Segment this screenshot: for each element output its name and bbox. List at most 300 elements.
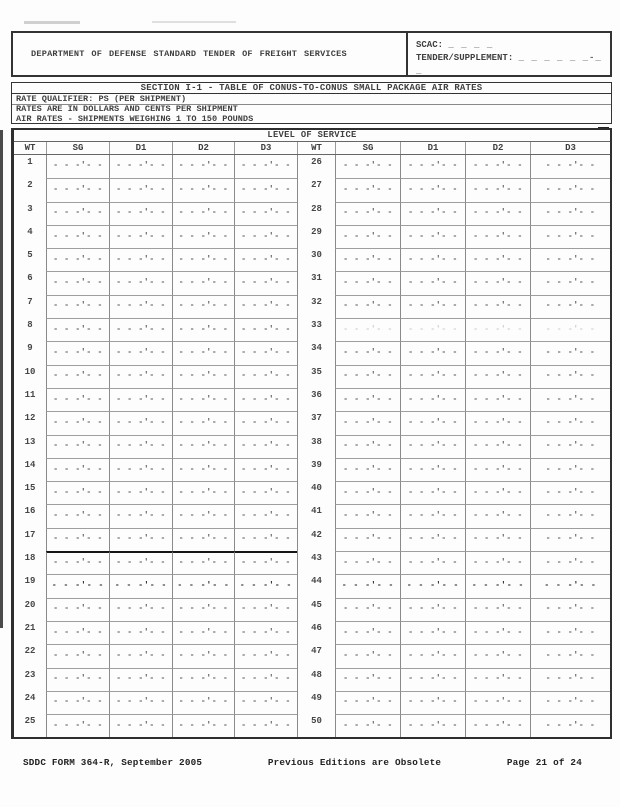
rate-blank-dashes: - - -'- - [241,626,291,637]
rate-cell [172,388,234,411]
rate-cell [46,248,109,271]
rate-cell [400,528,465,551]
rate-blank-dashes: - - -'- - [408,207,458,218]
form-title: DEPARTMENT OF DEFENSE STANDARD TENDER OF FREIGHT SERVICES [31,49,347,59]
tender-supplement-blank-field: _ _ _ _ _ _-_ _ [416,53,602,76]
rate-cell [400,365,465,388]
rate-blank-dashes: - - -'- - [53,486,103,497]
rate-blank-dashes: - - -'- - [241,463,291,474]
rate-blank-dashes: - - -'- - [178,486,229,497]
rate-cell [400,341,465,364]
rates-units-line: RATES ARE IN DOLLARS AND CENTS PER SHIPMENT [16,104,238,114]
rate-cell [46,598,109,621]
rate-blank-dashes: - - -'- - [545,160,596,171]
rate-blank-dashes: - - -'- - [343,393,393,404]
rate-blank-dashes: - - -'- - [408,533,458,544]
rate-blank-dashes: - - -'- - [545,463,596,474]
rate-cell [530,528,610,551]
rate-blank-dashes: - - -'- - [545,719,596,730]
wt-cell: 2 [27,180,33,191]
scac-label: SCAC: [416,40,444,50]
rate-cell [335,341,400,364]
rate-cell [46,551,109,574]
rate-blank-dashes: - - -'- - [408,603,458,614]
rate-cell [465,691,530,714]
rate-blank-dashes: - - -'- - [53,183,103,194]
rate-cell [400,691,465,714]
rate-cell [465,551,530,574]
column-header-sg: SG [335,142,400,154]
rate-blank-dashes: - - -'- - [116,510,166,521]
rate-blank-dashes: - - -'- - [241,603,291,614]
rate-cell [530,668,610,691]
rate-blank-dashes: - - -'- - [178,230,229,241]
column-header-wt: WT [297,142,335,154]
rate-blank-dashes: - - -'- - [343,696,393,707]
rate-blank-dashes: - - -'- - [116,253,166,264]
rate-cell [335,295,400,318]
rate-cell [234,714,297,737]
rate-cell [234,551,297,574]
rate-cell [172,598,234,621]
rate-blank-dashes: - - -'- - [473,253,523,264]
rate-blank-dashes: - - -'- - [53,416,103,427]
rate-blank-dashes: - - -'- - [408,300,458,311]
rate-cell [234,435,297,458]
rate-blank-dashes: - - -'- - [114,579,168,590]
tender-supplement-label: TENDER/SUPPLEMENT: [416,53,514,63]
rate-blank-dashes: - - -'- - [408,719,458,730]
rate-cell [335,271,400,294]
column-header-d1: D1 [109,142,172,154]
rate-cell [46,271,109,294]
rate-cell [465,528,530,551]
rate-cell [46,691,109,714]
rate-cell [530,504,610,527]
rate-blank-dashes: - - -'- - [545,626,596,637]
rate-blank-dashes: - - -'- - [343,510,393,521]
wt-cell: 41 [297,504,335,527]
rate-blank-dashes: - - -'- - [116,649,166,660]
rate-cell [46,202,109,225]
rate-cell [46,621,109,644]
rate-cell [46,388,109,411]
rate-cell [109,318,172,341]
wt-cell: 18 [24,553,36,564]
rate-blank-dashes: - - -'- - [241,486,291,497]
rate-cell [530,248,610,271]
rate-blank-dashes: - - -'- - [545,696,596,707]
rate-cell [530,388,610,411]
rate-cell [465,295,530,318]
rate-blank-dashes: - - -'- - [241,323,291,334]
rate-blank-dashes: - - -'- - [178,207,229,218]
rate-blank-dashes: - - -'- - [116,323,166,334]
wt-cell: 28 [297,202,335,225]
rate-cell [465,341,530,364]
rate-blank-dashes: - - -'- - [239,579,293,590]
rate-cell [234,621,297,644]
rate-blank-dashes: - - -'- - [53,207,103,218]
rate-blank-dashes: - - -'- - [343,323,393,334]
rate-blank-dashes: - - -'- - [116,719,166,730]
rate-blank-dashes: - - -'- - [53,300,103,311]
rate-qualifier-line: RATE QUALIFIER: PS (PER SHIPMENT) [12,94,611,105]
rate-cell [530,481,610,504]
wt-cell: 30 [297,248,335,271]
rate-blank-dashes: - - -'- - [545,556,596,567]
wt-cell: 29 [297,225,335,248]
rate-cell [172,248,234,271]
rate-blank-dashes: - - -'- - [406,579,460,590]
form-footer [11,757,612,768]
wt-cell: 6 [27,273,33,284]
rate-blank-dashes: - - -'- - [241,533,291,544]
rate-cell [335,551,400,574]
rate-blank-dashes: - - -'- - [408,649,458,660]
rate-blank-dashes: - - -'- - [473,277,523,288]
wt-cell: 12 [24,413,36,424]
rate-cell [400,295,465,318]
rate-cell [335,714,400,737]
rate-cell [465,574,530,597]
wt-cell: 3 [27,203,33,214]
rate-cell [335,668,400,691]
rate-cell [530,225,610,248]
rate-cell [530,295,610,318]
rate-cell [400,644,465,667]
rate-blank-dashes: - - -'- - [178,160,229,171]
rate-cell [530,574,610,597]
wt-cell: 38 [297,435,335,458]
rate-cell [530,644,610,667]
footer-page-number: Page 21 of 24 [506,757,582,768]
scac-box [406,33,610,75]
rate-blank-dashes: - - -'- - [241,649,291,660]
rate-cell [530,691,610,714]
wt-cell: 24 [24,692,36,703]
rate-cell [172,621,234,644]
rate-cell [465,365,530,388]
rate-blank-dashes: - - -'- - [408,277,458,288]
rate-blank-dashes: - - -'- - [116,230,166,241]
rate-cell [530,621,610,644]
rate-blank-dashes: - - -'- - [116,416,166,427]
rate-cell [400,155,465,178]
rate-cell [234,341,297,364]
rate-cell [400,598,465,621]
rate-cell [400,318,465,341]
rate-cell [465,481,530,504]
rate-cell [109,411,172,434]
column-header-row [14,142,610,155]
wt-cell: 13 [24,436,36,447]
rate-cell [234,248,297,271]
rate-cell [109,388,172,411]
rate-blank-dashes: - - -'- - [473,510,523,521]
rate-cell [172,225,234,248]
rate-cell [530,271,610,294]
rate-cell [465,248,530,271]
footer-form-id: SDDC FORM 364-R, September 2005 [23,757,203,768]
rate-cell [109,504,172,527]
wt-cell: 50 [297,714,335,737]
rate-blank-dashes: - - -'- - [178,603,229,614]
rate-cell [172,202,234,225]
rate-cell [234,318,297,341]
rate-cell [465,458,530,481]
rate-cell [172,644,234,667]
rate-blank-dashes: - - -'- - [408,440,458,451]
rate-cell [109,458,172,481]
rate-cell [109,621,172,644]
rate-cell [530,155,610,178]
rate-cell [335,202,400,225]
wt-cell: 32 [297,295,335,318]
wt-cell: 44 [297,574,335,597]
rate-cell [234,155,297,178]
rate-cell [530,458,610,481]
rate-blank-dashes: - - -'- - [116,463,166,474]
air-rates-line: AIR RATES - SHIPMENTS WEIGHING 1 TO 150 POUNDS [16,113,254,124]
rate-blank-dashes: - - -'- - [53,603,103,614]
rate-cell [234,225,297,248]
rate-blank-dashes: - - -'- - [178,533,229,544]
rate-cell [172,574,234,597]
level-of-service-banner: LEVEL OF SERVICE [14,130,610,142]
rate-cell [465,318,530,341]
rate-blank-dashes: - - -'- - [241,416,291,427]
rate-blank-dashes: - - -'- - [53,370,103,381]
rate-table [11,128,612,739]
rate-blank-dashes: - - -'- - [473,603,523,614]
rate-blank-dashes: - - -'- - [545,207,596,218]
rate-cell [335,691,400,714]
rate-cell [234,271,297,294]
rate-cell [530,178,610,201]
rate-cell [109,551,172,574]
rate-blank-dashes: - - -'- - [545,486,596,497]
rate-cell [172,668,234,691]
rate-cell [234,295,297,318]
section-title: SECTION I-1 - TABLE OF CONUS-TO-CONUS SMALL PACKAGE AIR RATES [11,82,612,94]
rate-cell [465,504,530,527]
rate-blank-dashes: - - -'- - [178,347,229,358]
rate-blank-dashes: - - -'- - [473,626,523,637]
rate-blank-dashes: - - -'- - [545,393,596,404]
rate-cell [172,365,234,388]
rate-cell [335,644,400,667]
rate-cell [465,435,530,458]
rate-blank-dashes: - - -'- - [343,603,393,614]
wt-cell: 37 [297,411,335,434]
rate-blank-dashes: - - -'- - [343,463,393,474]
rate-blank-dashes: - - -'- - [408,253,458,264]
rate-cell [46,318,109,341]
rate-blank-dashes: - - -'- - [241,510,291,521]
rate-blank-dashes: - - -'- - [116,393,166,404]
rate-cell [109,644,172,667]
rate-blank-dashes: - - -'- - [545,370,596,381]
rate-cell [400,621,465,644]
column-header-wt: WT [24,143,36,153]
rate-cell [46,574,109,597]
rate-cell [172,504,234,527]
rate-cell [465,388,530,411]
rate-blank-dashes: - - -'- - [241,277,291,288]
wt-cell: 39 [297,458,335,481]
rate-cell [46,528,109,551]
rate-cell [335,504,400,527]
rate-cell [400,714,465,737]
rate-blank-dashes: - - -'- - [116,183,166,194]
rate-blank-dashes: - - -'- - [241,370,291,381]
wt-cell: 16 [24,506,36,517]
rate-blank-dashes: - - -'- - [343,486,393,497]
rate-blank-dashes: - - -'- - [53,673,103,684]
rate-blank-dashes: - - -'- - [545,277,596,288]
rate-blank-dashes: - - -'- - [343,160,393,171]
rate-blank-dashes: - - -'- - [343,230,393,241]
rate-cell [109,691,172,714]
rate-blank-dashes: - - -'- - [343,183,393,194]
column-header-d2: D2 [172,142,234,154]
rate-blank-dashes: - - -'- - [343,207,393,218]
rate-cell [400,411,465,434]
wt-cell: 26 [297,155,335,178]
rate-blank-dashes: - - -'- - [408,323,458,334]
wt-cell: 43 [297,551,335,574]
rate-blank-dashes: - - -'- - [545,603,596,614]
rate-blank-dashes: - - -'- - [408,393,458,404]
rate-cell [172,714,234,737]
rate-blank-dashes: - - -'- - [241,207,291,218]
rate-cell [335,178,400,201]
rate-blank-dashes: - - -'- - [178,440,229,451]
rate-blank-dashes: - - -'- - [473,696,523,707]
rate-blank-dashes: - - -'- - [53,160,103,171]
wt-cell: 31 [297,271,335,294]
rate-cell [530,435,610,458]
rate-blank-dashes: - - -'- - [116,603,166,614]
rate-blank-dashes: - - -'- - [473,440,523,451]
rate-cell [234,691,297,714]
rate-cell [109,341,172,364]
wt-cell: 42 [297,528,335,551]
rate-cell [46,458,109,481]
rate-blank-dashes: - - -'- - [408,673,458,684]
wt-cell: 22 [24,646,36,657]
rate-blank-dashes: - - -'- - [53,649,103,660]
rate-cell [400,271,465,294]
rate-cell [530,202,610,225]
rate-cell [530,411,610,434]
rate-cell [465,155,530,178]
rate-blank-dashes: - - -'- - [473,416,523,427]
rate-blank-dashes: - - -'- - [545,347,596,358]
rate-blank-dashes: - - -'- - [53,696,103,707]
rate-blank-dashes: - - -'- - [343,370,393,381]
rate-blank-dashes: - - -'- - [408,416,458,427]
rate-cell [465,598,530,621]
column-header-d3: D3 [530,142,610,154]
rate-blank-dashes: - - -'- - [545,253,596,264]
rate-cell [335,435,400,458]
wt-cell: 47 [297,644,335,667]
wt-cell: 8 [27,320,33,331]
header-box [11,31,612,77]
rate-cell [172,435,234,458]
rate-blank-dashes: - - -'- - [473,649,523,660]
rate-cell [400,202,465,225]
rate-cell [172,178,234,201]
rate-cell [400,668,465,691]
wt-cell: 27 [297,178,335,201]
rate-cell [465,644,530,667]
rate-blank-dashes: - - -'- - [241,673,291,684]
rate-cell [109,435,172,458]
wt-cell: 7 [27,296,33,307]
rate-cell [172,528,234,551]
rate-blank-dashes: - - -'- - [116,160,166,171]
rate-blank-dashes: - - -'- - [343,253,393,264]
rate-cell [530,551,610,574]
rate-blank-dashes: - - -'- - [408,183,458,194]
rate-cell [46,481,109,504]
wt-cell: 48 [297,668,335,691]
rate-blank-dashes: - - -'- - [53,323,103,334]
wt-cell: 35 [297,365,335,388]
rate-cell [400,388,465,411]
rate-cell [46,341,109,364]
rate-blank-dashes: - - -'- - [408,463,458,474]
rate-blank-dashes: - - -'- - [545,183,596,194]
rate-blank-dashes: - - -'- - [178,649,229,660]
wt-cell: 33 [297,318,335,341]
rate-blank-dashes: - - -'- - [408,510,458,521]
rate-blank-dashes: - - -'- - [53,719,103,730]
wt-cell: 45 [297,598,335,621]
rate-blank-dashes: - - -'- - [116,673,166,684]
rate-cell [335,225,400,248]
rate-blank-dashes: - - -'- - [408,556,458,567]
rate-blank-dashes: - - -'- - [545,673,596,684]
rate-cell [46,295,109,318]
rate-blank-dashes: - - -'- - [241,440,291,451]
rate-blank-dashes: - - -'- - [408,370,458,381]
rate-blank-dashes: - - -'- - [241,253,291,264]
rate-cell [465,411,530,434]
wt-cell: 19 [24,576,36,587]
rate-blank-dashes: - - -'- - [178,696,229,707]
rate-blank-dashes: - - -'- - [53,253,103,264]
rate-cell [172,341,234,364]
rate-blank-dashes: - - -'- - [53,393,103,404]
rate-blank-dashes: - - -'- - [343,440,393,451]
rate-cell [335,318,400,341]
rate-blank-dashes: - - -'- - [116,486,166,497]
rate-blank-dashes: - - -'- - [343,300,393,311]
rate-blank-dashes: - - -'- - [343,416,393,427]
rate-cell [335,621,400,644]
column-header-sg: SG [46,142,109,154]
rate-blank-dashes: - - -'- - [241,719,291,730]
rate-blank-dashes: - - -'- - [178,416,229,427]
rate-blank-dashes: - - -'- - [473,323,523,334]
rate-cell [109,574,172,597]
column-header-d2: D2 [465,142,530,154]
rate-blank-dashes: - - -'- - [408,486,458,497]
